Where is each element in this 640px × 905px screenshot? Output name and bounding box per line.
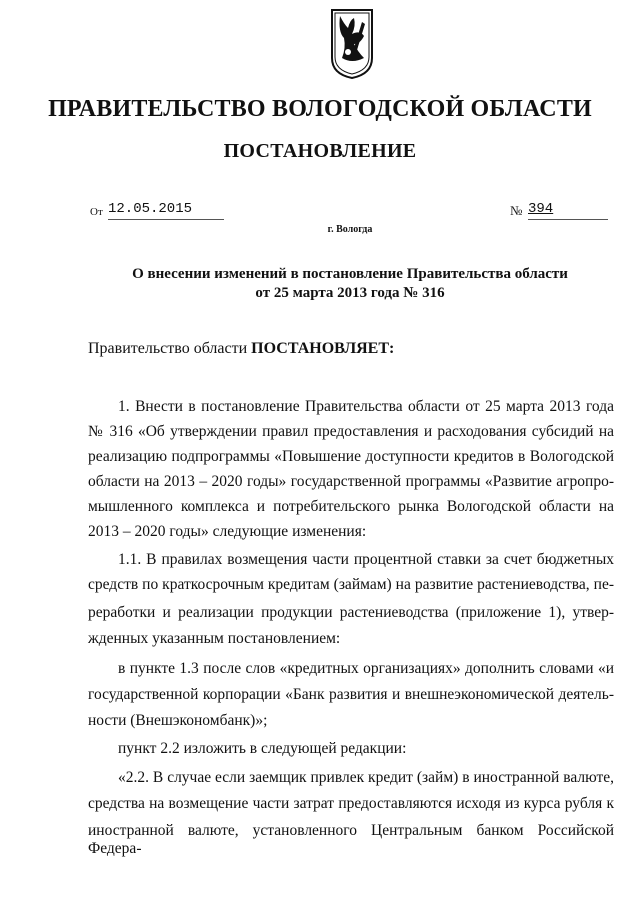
body-line: пункт 2.2 изложить в следующей редакции: [118,740,407,757]
body-line: средств по краткосрочным кредитам (займам) на развитие растениеводства, пе- [88,576,614,593]
body-line: 2013 – 2020 годы» следующие изменения: [88,523,367,540]
body-line: № 316 «Об утверждении правил предоставления и расходования субсидий на [88,423,614,440]
document-number: 394 [528,201,608,220]
body-line: жденных указанным постановлением: [88,630,341,647]
subject-line: от 25 марта 2013 года № 316 [255,285,445,301]
body-line: средства на возмещение части затрат предоставляются исходя из курса рубля к [88,795,614,812]
government-title: ПРАВИТЕЛЬСТВО ВОЛОГОДСКОЙ ОБЛАСТИ [48,96,592,122]
document-subject [80,265,620,303]
body-line: 1.1. В правилах возмещения части процентной ставки за счет бюджетных [118,551,614,568]
intro-verb: ПОСТАНОВЛЯЕТ: [251,340,395,357]
body-line: реализацию подпрограммы «Повышение доступности кредитов в Вологодской [88,448,614,465]
body-line: 1. Внести в постановление Правительства области от 25 марта 2013 года [118,398,614,415]
document-date: 12.05.2015 [108,201,224,220]
coat-of-arms-icon [330,8,374,80]
date-prefix: От [90,206,103,218]
body-line: «2.2. В случае если заемщик привлек кредит (займ) в иностранной валюте, [118,769,614,786]
number-sign: № [510,203,523,218]
intro-text: Правительство области [88,340,252,357]
body-line: области на 2013 – 2020 годы» государственной программы «Развитие агропро- [88,473,614,490]
city-label: г. Вологда [327,224,373,235]
body-line: ности (Внешэкономбанк)»; [88,712,268,729]
body-line: мышленного комплекса и потребительского рынка Вологодской области на [88,498,614,515]
body-line: иностранной валюте, установленного Центральным банком Российской Федера- [88,822,614,857]
intro-paragraph [88,340,394,358]
body-line: в пункте 1.3 после слов «кредитных организациях» дополнить словами «и [118,660,614,677]
subject-line: О внесении изменений в постановление Правительства области [132,266,568,282]
body-line: реработки и реализации продукции растениеводства (приложение 1), утвер- [88,604,614,621]
document-type: ПОСТАНОВЛЕНИЕ [223,140,417,162]
body-line: государственной корпорации «Банк развития и внешнеэкономической деятель- [88,686,614,703]
